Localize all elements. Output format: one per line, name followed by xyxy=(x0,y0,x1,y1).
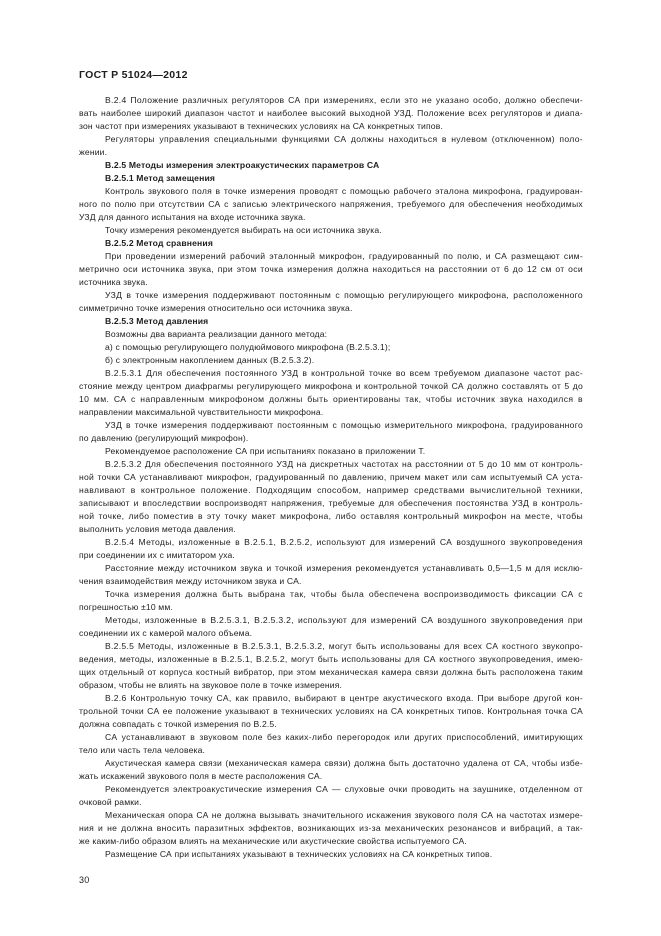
line-text: чения взаимодействия между источником звука и СА. xyxy=(79,576,302,586)
line-text: очковой рамки. xyxy=(79,797,142,807)
paragraph xyxy=(79,588,583,614)
text-line xyxy=(79,614,583,627)
line-text: ния и не должна вносить паразитных эффектов, возникающих из-за механических резонансов и вибраций, а так- xyxy=(79,823,583,833)
line-text: В.2.5.4 Методы, изложенные в В.2.5.1, В.2.5.2, используют для измерений СА воздушного звукопроведения xyxy=(105,537,583,547)
line-text: При проведении измерений рабочий эталонный микрофон, градуированный по полю, и СА размещают сим- xyxy=(105,251,583,261)
line-text: соединении их с камерой малого объема. xyxy=(79,628,253,638)
line-text: по давлению (регулирующий микрофон). xyxy=(79,433,249,443)
text-line xyxy=(79,757,583,770)
paragraph xyxy=(79,562,583,588)
line-text: образом, чтобы не влиять на звуковое поле в точке измерения. xyxy=(79,680,343,690)
line-text: вать наиболее широкий диапазон частот и наиболее высокий выходной УЗД. Положение всех регуляторов и диапа- xyxy=(79,108,583,118)
line-text: направлении максимальной чувствительности микрофона. xyxy=(79,407,324,417)
text-line xyxy=(79,445,583,458)
line-text: 10 мм. СА с направленным микрофоном должны быть ориентированы так, чтобы источник звука находился в xyxy=(79,394,583,404)
text-line xyxy=(79,198,583,211)
text-line xyxy=(79,770,583,783)
text-line xyxy=(79,354,583,367)
line-text: Размещение СА при испытаниях указывают в технических условиях на СА конкретных типов. xyxy=(105,849,493,859)
line-text: Методы, изложенные в В.2.5.3.1, В.2.5.3.2, используют для измерений СА воздушного звукопроведения при xyxy=(105,615,583,625)
text-line xyxy=(79,289,583,302)
page-number: 30 xyxy=(79,875,90,885)
text-line xyxy=(79,549,583,562)
heading-text: В.2.5 Методы измерения электроакустических параметров СА xyxy=(105,160,380,170)
line-text: тело или часть тела человека. xyxy=(79,745,206,755)
line-text: Контроль звукового поля в точке измерения проводят с помощью рабочего эталона микрофона, градуирован- xyxy=(105,186,583,196)
line-text: симметрично точке измерения относительно оси источника звука. xyxy=(79,303,353,313)
text-line xyxy=(79,627,583,640)
section-heading xyxy=(79,159,583,172)
text-line xyxy=(79,783,583,796)
line-text: трольной точки СА ее положение указывают в технических условиях на СА конкретных типов. Контрольная точка СА xyxy=(79,706,583,716)
paragraph xyxy=(79,328,583,341)
text-line xyxy=(79,224,583,237)
line-text: УЗД для данного испытания на входе источника звука. xyxy=(79,212,306,222)
line-text: В.2.6 Контрольную точку СА, как правило, выбирают в центре акустического входа. При выборе другой кон- xyxy=(105,693,583,703)
text-line xyxy=(79,731,583,744)
line-text: зон частот при измерениях указывают в технических условиях на СА конкретных типов. xyxy=(79,121,443,131)
text-line xyxy=(79,458,583,471)
line-text: жать искажений звукового поля в месте расположения СА. xyxy=(79,771,323,781)
text-line xyxy=(79,341,583,354)
line-text: записывают и впоследствии воспроизводят напряжения, требуемые для обеспечения постоянства УЗД в контроль- xyxy=(79,498,583,508)
text-line xyxy=(79,640,583,653)
line-text: Возможны два варианта реализации данного метода: xyxy=(105,329,328,339)
paragraph xyxy=(79,458,583,536)
text-line xyxy=(79,419,583,432)
line-text: навливают в контрольное положение. Подходящим способом, например средствами вычислительной техники, xyxy=(79,485,583,495)
text-line xyxy=(79,393,583,406)
line-text: Точку измерения рекомендуется выбирать на оси источника звука. xyxy=(105,225,382,235)
text-line xyxy=(79,406,583,419)
section-heading xyxy=(79,237,583,250)
text-line xyxy=(79,471,583,484)
text-line xyxy=(79,575,583,588)
paragraph xyxy=(79,341,583,354)
text-line xyxy=(79,315,583,328)
paragraph xyxy=(79,783,583,809)
text-line xyxy=(79,601,583,614)
line-text: стояние между центром диафрагмы регулирующего микрофона и контрольной точкой СА должно составлять от 5 до xyxy=(79,381,583,391)
text-line xyxy=(79,523,583,536)
text-line xyxy=(79,744,583,757)
text-line xyxy=(79,692,583,705)
line-text: должна совпадать с точкой измерения по В.2.5. xyxy=(79,719,277,729)
heading-text: В.2.5.3 Метод давления xyxy=(105,316,209,326)
text-line xyxy=(79,796,583,809)
line-text: Регуляторы управления специальными функциями СА должны находиться в нулевом (отключенном) поло- xyxy=(105,134,583,144)
paragraph xyxy=(79,133,583,159)
line-text: же каким-либо образом влиять на механические или акустические свойства испытуемого СА. xyxy=(79,836,467,846)
line-text: ной точки СА устанавливают микрофон, градуированный по давлению, причем макет или сам испытуемый СА уста- xyxy=(79,472,583,482)
heading-text: В.2.5.1 Метод замещения xyxy=(105,173,216,183)
line-text: В.2.5.3.2 Для обеспечения постоянного УЗД на дискретных частотах на расстоянии от 5 до 10 мм от контроль- xyxy=(105,459,583,469)
paragraph xyxy=(79,250,583,289)
line-text: В.2.5.5 Методы, изложенные в В.2.5.3.1, В.2.5.3.2, могут быть использованы для всех СА костного звукопро- xyxy=(105,641,583,651)
text-line xyxy=(79,679,583,692)
text-line xyxy=(79,497,583,510)
line-text: Расстояние между источником звука и точкой измерения рекомендуется устанавливать 0,5—1,5 м для исклю- xyxy=(105,563,583,573)
text-line xyxy=(79,94,583,107)
paragraph xyxy=(79,419,583,445)
line-text: б) с электронным накоплением данных (В.2.5.3.2). xyxy=(105,355,315,365)
line-text: выполнить условия метода давления. xyxy=(79,524,236,534)
text-line xyxy=(79,146,583,159)
text-line xyxy=(79,484,583,497)
line-text: жении. xyxy=(79,147,108,157)
line-text: ведения, методы, изложенные в В.2.5.1, В.2.5.2, могут быть использованы для СА костного звукопроведения, имею- xyxy=(79,654,583,664)
line-text: Механическая опора СА не должна вызывать значительного искажения звукового поля СА на частотах измере- xyxy=(105,810,583,820)
paragraph xyxy=(79,289,583,315)
text-line xyxy=(79,718,583,731)
paragraph xyxy=(79,809,583,848)
text-line xyxy=(79,120,583,133)
document-header: ГОСТ Р 51024—2012 xyxy=(79,69,188,81)
text-line xyxy=(79,705,583,718)
paragraph xyxy=(79,224,583,237)
text-line xyxy=(79,536,583,549)
line-text: Точка измерения должна быть выбрана так, чтобы была обеспечена воспроизводимость фиксации СА с xyxy=(105,589,583,599)
text-line xyxy=(79,185,583,198)
line-text: Акустическая камера связи (механическая камера связи) должна быть достаточно удалена от СА, чтобы избе- xyxy=(105,758,583,768)
section-heading xyxy=(79,172,583,185)
line-text: В.2.5.3.1 Для обеспечения постоянного УЗД в контрольной точке во всем требуемом диапазоне частот рас- xyxy=(105,368,583,378)
paragraph xyxy=(79,354,583,367)
text-line xyxy=(79,653,583,666)
paragraph xyxy=(79,757,583,783)
text-line xyxy=(79,211,583,224)
text-line xyxy=(79,809,583,822)
paragraph xyxy=(79,640,583,692)
text-line xyxy=(79,432,583,445)
paragraph xyxy=(79,692,583,731)
heading-text: В.2.5.2 Метод сравнения xyxy=(105,238,213,248)
paragraph xyxy=(79,848,583,861)
line-text: ной точке, либо поместив в эту точку макет микрофона, либо оставляя контрольный микрофон на месте, чтобы xyxy=(79,511,583,521)
text-line xyxy=(79,263,583,276)
section-heading xyxy=(79,315,583,328)
text-line xyxy=(79,250,583,263)
document-body xyxy=(79,94,583,861)
line-text: щих отдельный от корпуса костный вибратор, при этом механическая камера связи должна быть расположена таким xyxy=(79,667,583,677)
text-line xyxy=(79,848,583,861)
text-line xyxy=(79,302,583,315)
text-line xyxy=(79,276,583,289)
paragraph xyxy=(79,94,583,133)
paragraph xyxy=(79,367,583,419)
text-line xyxy=(79,328,583,341)
text-line xyxy=(79,835,583,848)
text-line xyxy=(79,666,583,679)
line-text: источника звука. xyxy=(79,277,148,287)
paragraph xyxy=(79,185,583,224)
paragraph xyxy=(79,536,583,562)
line-text: Рекомендуется электроакустические измерения СА — слуховые очки проводить на заушнике, отделенном от xyxy=(105,784,583,794)
text-line xyxy=(79,588,583,601)
text-line xyxy=(79,107,583,120)
text-line xyxy=(79,562,583,575)
text-line xyxy=(79,367,583,380)
text-line xyxy=(79,822,583,835)
text-line xyxy=(79,159,583,172)
line-text: погрешностью ±10 мм. xyxy=(79,602,173,612)
text-line xyxy=(79,133,583,146)
line-text: УЗД в точке измерения поддерживают постоянным с помощью измерительного микрофона, градуированного xyxy=(105,420,583,430)
line-text: при соединении их с имитатором уха. xyxy=(79,550,235,560)
line-text: СА устанавливают в звуковом поле без каких-либо перегородок или других приспособлений, имитирующих xyxy=(105,732,583,742)
text-line xyxy=(79,380,583,393)
line-text: Рекомендуемое расположение СА при испытаниях показано в приложении Т. xyxy=(105,446,426,456)
text-line xyxy=(79,172,583,185)
line-text: ного по полю при отсутствии СА с записью электрического напряжения, требуемого для обеспечения необходимых xyxy=(79,199,583,209)
text-line xyxy=(79,237,583,250)
text-line xyxy=(79,510,583,523)
line-text: В.2.4 Положение различных регуляторов СА при измерениях, если это не указано особо, должно обеспечи- xyxy=(105,95,583,105)
paragraph xyxy=(79,731,583,757)
line-text: метрично оси источника звука, при этом точка измерения должна находиться на расстоянии от 6 до 12 см от оси xyxy=(79,264,583,274)
line-text: УЗД в точке измерения поддерживают постоянным с помощью регулирующего микрофона, расположенного xyxy=(105,290,583,300)
paragraph xyxy=(79,445,583,458)
paragraph xyxy=(79,614,583,640)
line-text: а) с помощью регулирующего полудюймового микрофона (В.2.5.3.1); xyxy=(105,342,391,352)
